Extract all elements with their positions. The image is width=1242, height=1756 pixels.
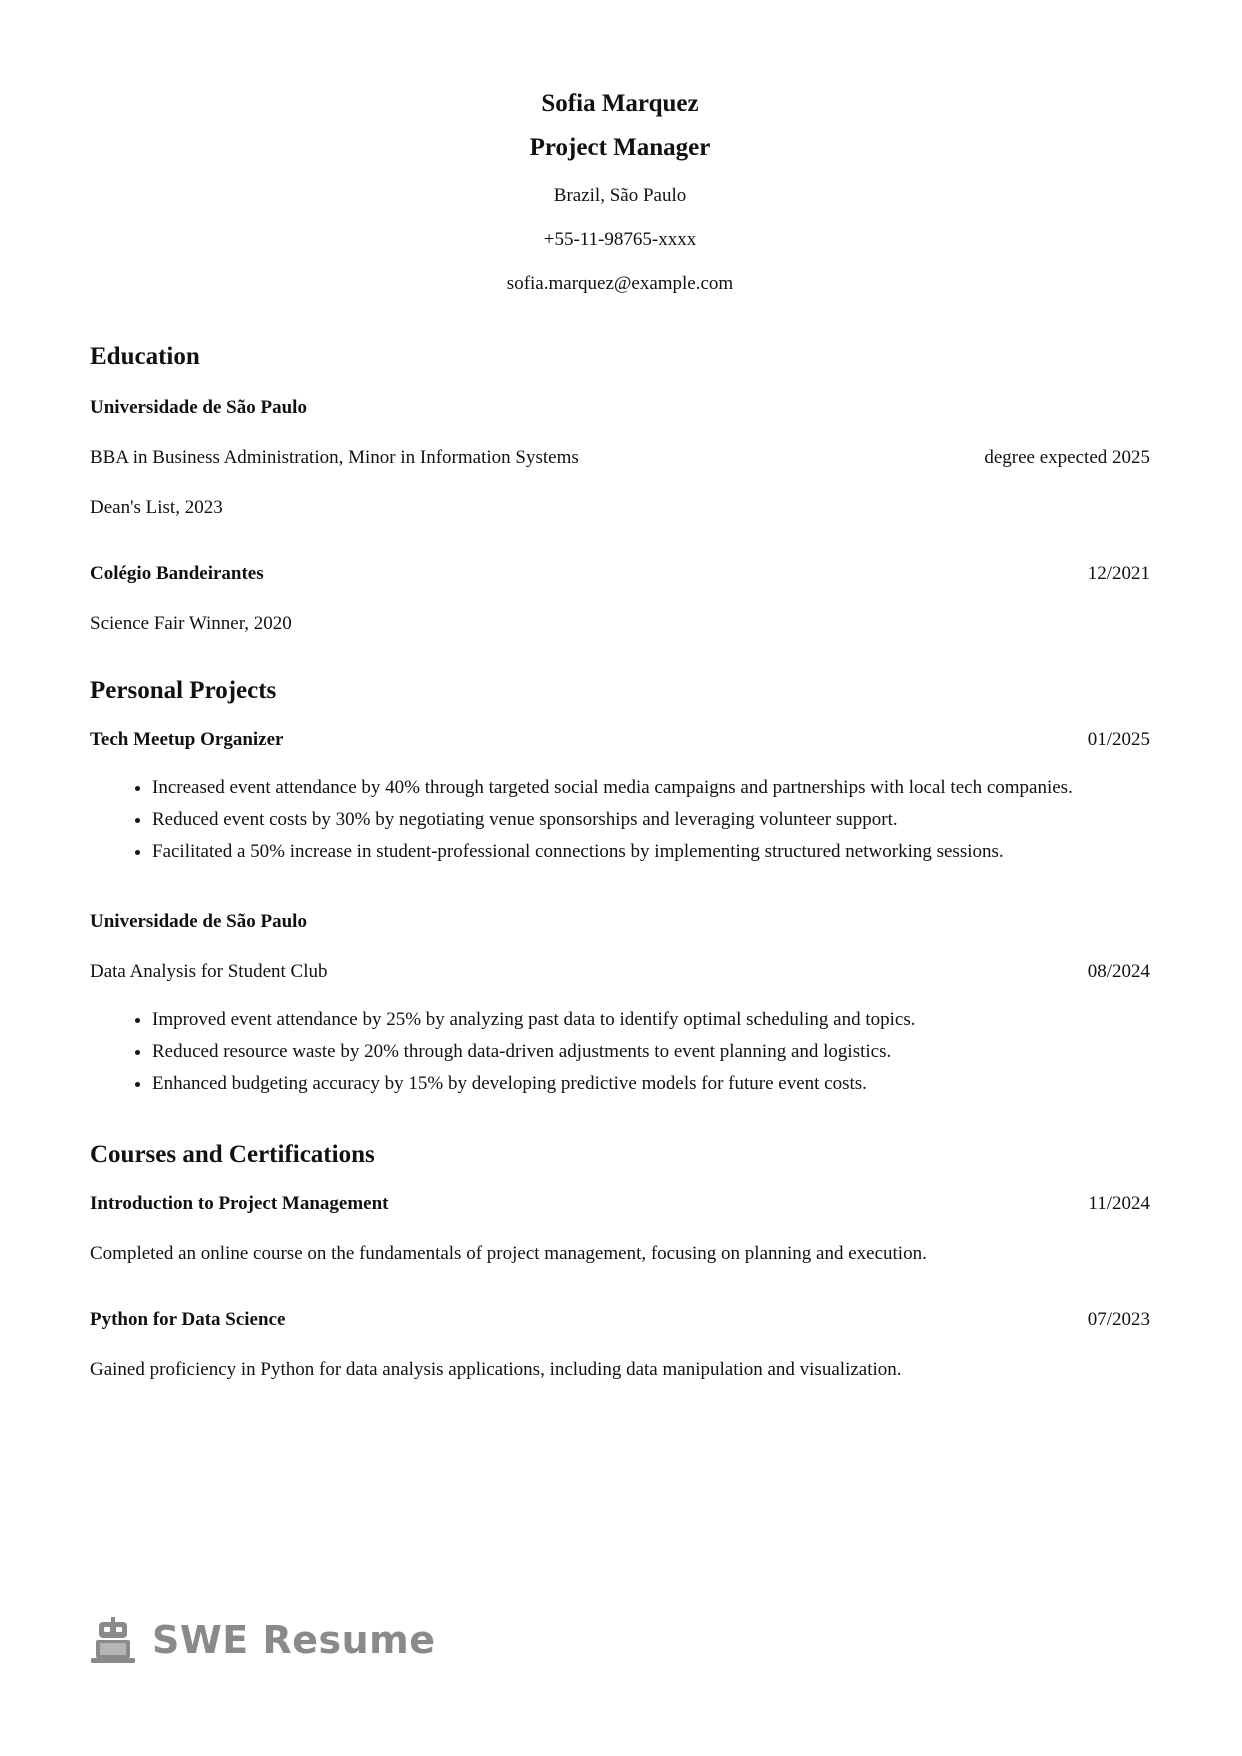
education-degree-row	[90, 446, 1150, 470]
section-title-education: Education	[90, 343, 200, 370]
resume-header	[90, 0, 1150, 296]
course-entry	[90, 1308, 1150, 1382]
section-title-projects: Personal Projects	[90, 677, 277, 704]
bullet-item: • Reduced resource waste by 20% through data-driven adjustments to event planning and logistics.	[152, 1036, 1150, 1068]
project-entry	[90, 728, 1150, 868]
education-note: Dean's List, 2023	[90, 497, 223, 518]
candidate-location: Brazil, São Paulo	[553, 185, 687, 206]
course-entry	[90, 1192, 1150, 1266]
bullet-item: • Increased event attendance by 40% through targeted social media campaigns and partnerships with local tech companies.	[152, 772, 1150, 804]
course-description: Gained proficiency in Python for data analysis applications, including data manipulation and visualization.	[90, 1359, 902, 1380]
course-date: 07/2023	[1087, 1309, 1150, 1330]
project-header-row	[90, 728, 1150, 752]
projects-section	[90, 676, 1150, 1100]
logo-text: SWE Resume	[152, 1618, 436, 1662]
education-date: 12/2021	[1087, 563, 1150, 584]
bullet-item: • Reduced event costs by 30% by negotiating venue sponsorships and leveraging volunteer support.	[152, 804, 1150, 836]
project-header-row	[90, 910, 1150, 934]
bullet-item: • Enhanced budgeting accuracy by 15% by developing predictive models for future event costs.	[152, 1068, 1150, 1100]
education-school-row	[90, 396, 1150, 420]
project-date: 01/2025	[1087, 729, 1150, 750]
project-name: Tech Meetup Organizer	[90, 729, 284, 750]
resume-page	[90, 0, 1150, 1756]
project-subtitle-row	[90, 960, 1150, 984]
project-date: 08/2024	[1087, 961, 1150, 982]
candidate-title: Project Manager	[529, 134, 711, 161]
courses-section	[90, 1140, 1150, 1382]
project-name: Universidade de São Paulo	[90, 911, 307, 932]
education-entry	[90, 396, 1150, 520]
candidate-email: sofia.marquez@example.com	[506, 273, 734, 294]
project-entry	[90, 910, 1150, 1100]
swe-resume-logo	[90, 1612, 436, 1668]
project-subtitle: Data Analysis for Student Club	[90, 961, 328, 982]
education-note: Science Fair Winner, 2020	[90, 613, 292, 634]
education-school: Colégio Bandeirantes	[90, 563, 264, 584]
education-school: Universidade de São Paulo	[90, 397, 307, 418]
course-name: Python for Data Science	[90, 1309, 286, 1330]
candidate-phone: +55-11-98765-xxxx	[543, 229, 697, 250]
education-section	[90, 342, 1150, 636]
course-date: 11/2024	[1088, 1193, 1150, 1214]
project-bullets	[90, 1004, 1150, 1100]
course-header-row	[90, 1192, 1150, 1216]
education-date: degree expected 2025	[984, 447, 1150, 468]
education-degree: BBA in Business Administration, Minor in Information Systems	[90, 447, 579, 468]
bullet-item: • Improved event attendance by 25% by analyzing past data to identify optimal scheduling and topics.	[152, 1004, 1150, 1036]
section-title-courses: Courses and Certifications	[90, 1141, 375, 1168]
bullet-item: • Facilitated a 50% increase in student-professional connections by implementing structured networking sessions.	[152, 836, 1150, 868]
course-description: Completed an online course on the fundamentals of project management, focusing on planning and execution.	[90, 1243, 927, 1264]
candidate-name: Sofia Marquez	[541, 90, 699, 117]
robot-laptop-icon	[90, 1616, 136, 1664]
project-bullets	[90, 772, 1150, 868]
course-name: Introduction to Project Management	[90, 1193, 389, 1214]
education-school-row	[90, 562, 1150, 586]
course-header-row	[90, 1308, 1150, 1332]
education-entry	[90, 562, 1150, 636]
